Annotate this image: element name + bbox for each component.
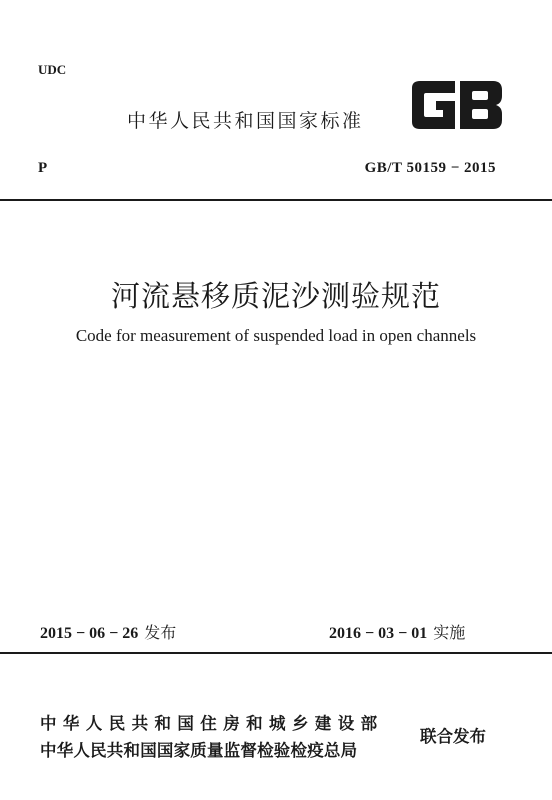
udc-label: UDC bbox=[38, 62, 67, 77]
standard-code: GB/T 50159 − 2015 bbox=[364, 160, 496, 176]
implement-date: 2016 − 03 − 01 bbox=[329, 625, 428, 642]
title-chinese: 河流悬移质泥沙测验规范 bbox=[110, 279, 441, 313]
issue-date-line bbox=[40, 620, 176, 643]
joint-publish-label: 联合发布 bbox=[420, 727, 486, 746]
gb-logo-icon bbox=[409, 76, 505, 134]
national-standard-name: 中华人民共和国国家标准 bbox=[127, 110, 364, 132]
implement-label: 实施 bbox=[433, 623, 466, 642]
issue-date: 2015 − 06 − 26 bbox=[40, 625, 139, 642]
publisher-ministry: 中华人民共和国住房和城乡建设部 bbox=[40, 714, 384, 733]
issue-label: 发布 bbox=[144, 623, 177, 642]
title-english: Code for measurement of suspended load in open channels bbox=[75, 326, 477, 345]
bottom-divider bbox=[0, 652, 552, 654]
publisher-aqsiq: 中华人民共和国国家质量监督检验检疫总局 bbox=[40, 741, 358, 760]
top-divider bbox=[0, 199, 552, 201]
category-letter: P bbox=[38, 160, 48, 176]
implement-date-line bbox=[329, 620, 465, 643]
